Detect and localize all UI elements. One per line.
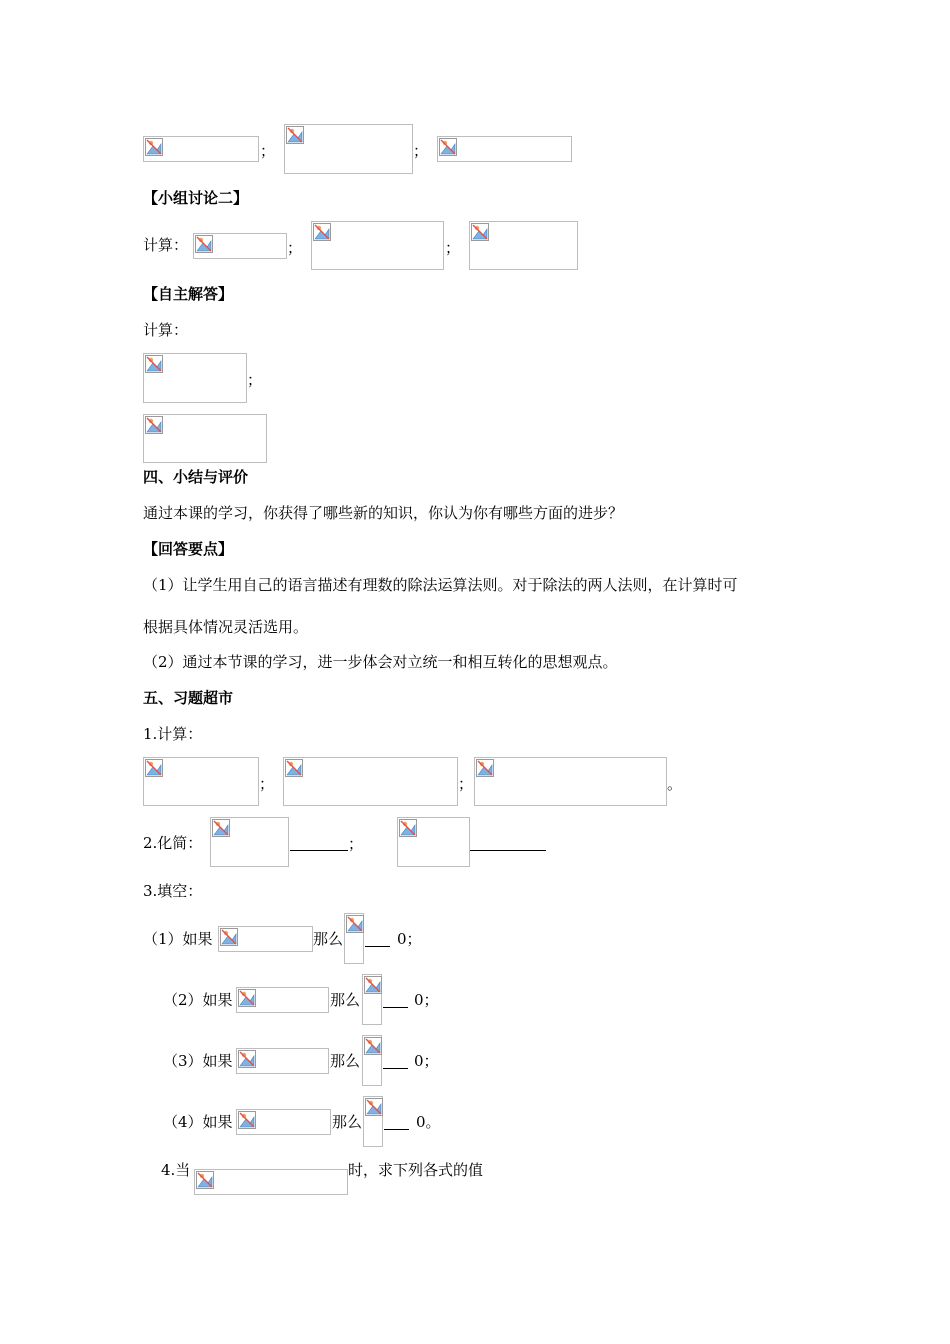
formula-image (311, 221, 444, 270)
broken-image-icon (145, 138, 163, 156)
self-answer-heading: 【自主解答】 (143, 285, 234, 303)
separator: ； (348, 835, 364, 853)
formula-image (362, 1035, 382, 1086)
fill-suffix: 0。 (416, 1113, 441, 1131)
section-heading: 五、习题超市 (143, 689, 234, 707)
calc-label: 计算： (143, 236, 189, 254)
answer-blank[interactable] (383, 1007, 408, 1008)
broken-image-icon (286, 126, 304, 144)
formula-image (344, 913, 364, 964)
broken-image-icon (313, 223, 331, 241)
broken-image-icon (145, 416, 163, 434)
broken-image-icon (476, 759, 494, 777)
separator: ； (259, 775, 275, 793)
paragraph: （2）通过本节课的学习，进一步体会对立统一和相互转化的思想观点。 (143, 653, 618, 671)
fill-mid: 那么 (332, 1113, 363, 1131)
answer-blank[interactable] (365, 946, 390, 947)
separator: ； (247, 371, 263, 389)
formula-image (363, 1096, 383, 1147)
fill-prefix: （2）如果 (163, 991, 233, 1009)
question-suffix: 时，求下列各式的值 (348, 1161, 484, 1179)
question-label: 3.填空： (143, 882, 203, 900)
formula-image (236, 1048, 329, 1074)
broken-image-icon (238, 1111, 256, 1129)
broken-image-icon (364, 1037, 382, 1055)
fill-suffix: 0； (414, 991, 439, 1009)
answer-blank[interactable] (470, 850, 546, 851)
formula-image (236, 987, 329, 1013)
formula-image (362, 974, 382, 1025)
separator: ； (413, 142, 429, 160)
group-discussion-heading: 【小组讨论二】 (143, 189, 249, 207)
formula-image (437, 136, 572, 162)
formula-image (218, 926, 313, 952)
answer-blank[interactable] (384, 1129, 409, 1130)
broken-image-icon (196, 1171, 214, 1189)
broken-image-icon (364, 976, 382, 994)
answer-blank[interactable] (383, 1068, 408, 1069)
broken-image-icon (238, 1050, 256, 1068)
question-label: 1.计算： (143, 725, 203, 743)
fill-mid: 那么 (330, 1052, 361, 1070)
separator: ； (445, 239, 461, 257)
separator: ； (260, 142, 276, 160)
broken-image-icon (220, 928, 238, 946)
paragraph: 通过本课的学习，你获得了哪些新的知识，你认为你有哪些方面的进步？ (143, 504, 624, 522)
fill-prefix: （1）如果 (143, 930, 213, 948)
fill-mid: 那么 (330, 991, 361, 1009)
fill-suffix: 0； (414, 1052, 439, 1070)
broken-image-icon (212, 819, 230, 837)
question-prefix: 4.当 (161, 1161, 191, 1179)
broken-image-icon (238, 989, 256, 1007)
broken-image-icon (471, 223, 489, 241)
paragraph: （1）让学生用自己的语言描述有理数的除法运算法则。对于除法的两人法则，在计算时可 (143, 576, 738, 594)
broken-image-icon (145, 759, 163, 777)
formula-image (236, 1109, 331, 1135)
broken-image-icon (346, 915, 364, 933)
section-heading: 四、小结与评价 (143, 468, 249, 486)
formula-image (143, 414, 267, 463)
formula-image (397, 817, 470, 867)
formula-image (194, 1169, 348, 1195)
broken-image-icon (365, 1098, 383, 1116)
answer-points-heading: 【回答要点】 (143, 540, 234, 558)
formula-image (143, 136, 259, 162)
formula-image (193, 233, 287, 259)
broken-image-icon (145, 355, 163, 373)
formula-image (210, 817, 289, 867)
broken-image-icon (195, 235, 213, 253)
fill-mid: 那么 (313, 930, 344, 948)
formula-image (143, 757, 259, 806)
separator: ； (458, 775, 474, 793)
broken-image-icon (439, 138, 457, 156)
fill-suffix: 0； (397, 930, 422, 948)
period: 。 (667, 775, 683, 793)
paragraph: 根据具体情况灵活选用。 (143, 618, 309, 636)
broken-image-icon (285, 759, 303, 777)
formula-image (469, 221, 578, 270)
formula-image (283, 757, 458, 806)
broken-image-icon (399, 819, 417, 837)
calc-label: 计算： (143, 321, 189, 339)
answer-blank[interactable] (290, 850, 348, 851)
separator: ； (287, 239, 303, 257)
fill-prefix: （3）如果 (163, 1052, 233, 1070)
question-label: 2.化简： (143, 834, 203, 852)
formula-image (474, 757, 667, 806)
fill-prefix: （4）如果 (163, 1113, 233, 1131)
formula-image (284, 124, 413, 174)
formula-image (143, 353, 247, 403)
